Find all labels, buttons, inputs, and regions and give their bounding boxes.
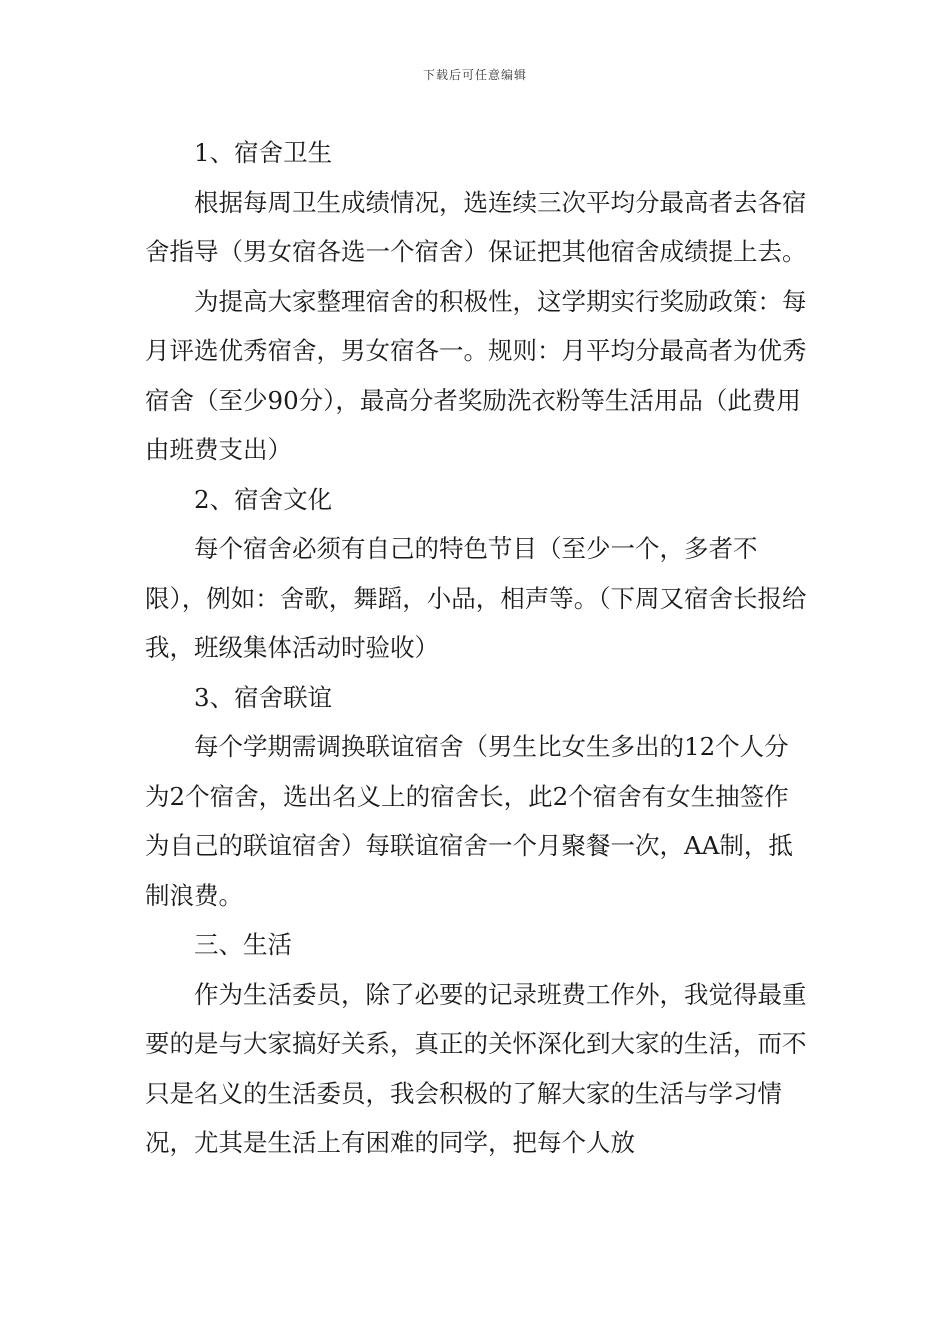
section-heading-dorm-hygiene: 1、宿舍卫生 [194, 138, 333, 167]
document-body [145, 128, 810, 1168]
paragraph-life-committee: 作为生活委员，除了必要的记录班费工作外，我觉得最重要的是与大家搞好关系，真正的关怀深化到大家的生活，而不只是名义的生活委员，我会积极的了解大家的生活与学习情况，尤其是生活上有困难的同学，把每个人放 [145, 979, 807, 1157]
paragraph-hygiene-reward: 为提高大家整理宿舍的积极性，这学期实行奖励政策：每月评选优秀宿舍，男女宿各一。规则：月平均分最高者为优秀宿舍（至少90分），最高分者奖励洗衣粉等生活用品（此费用由班费支出） [145, 286, 807, 464]
paragraph-hygiene-guidance: 根据每周卫生成绩情况，选连续三次平均分最高者去各宿舍指导（男女宿各选一个宿舍）保证把其他宿舍成绩提上去。 [145, 187, 807, 266]
section-heading-life: 三、生活 [194, 930, 292, 959]
section-heading-dorm-culture: 2、宿舍文化 [194, 484, 333, 514]
section-heading-dorm-friendship: 3、宿舍联谊 [194, 682, 333, 712]
header-note: 下载后可任意编辑 [422, 68, 527, 82]
paragraph-dorm-friendship: 每个学期需调换联谊宿舍（男生比女生多出的12个人分为2个宿舍，选出名义上的宿舍长，此2个宿舍有女生抽签作为自己的联谊宿舍）每联谊宿舍一个月聚餐一次，AA制，抵制浪费。 [145, 732, 793, 910]
paragraph-dorm-culture: 每个宿舍必须有自己的特色节目（至少一个，多者不限），例如：舍歌，舞蹈，小品，相声等。（下周又宿舍长报给我，班级集体活动时验收） [145, 534, 807, 662]
